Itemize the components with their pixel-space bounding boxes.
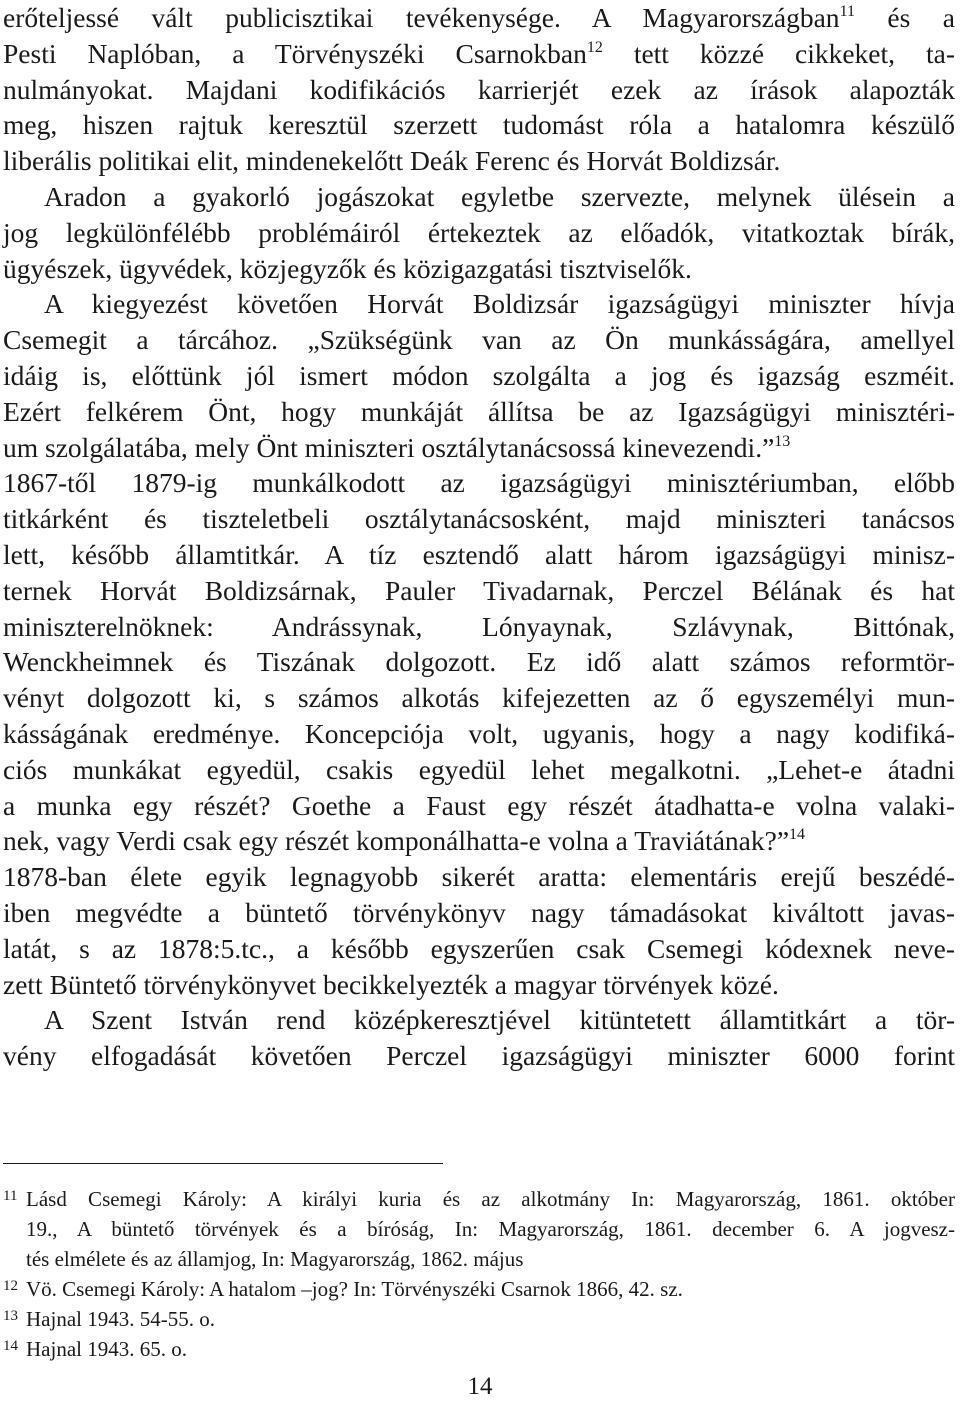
text-line: A kiegyezést követően Horvát Boldizsár igazságügyi miniszter hívja <box>44 288 955 320</box>
text-line: liberális politikai elit, mindenekelőtt Deák Ferenc és Horvát Boldizsár. <box>3 145 781 177</box>
text-line: nulmányokat. Majdani kodifikációs karrierjét ezek az írások alapozták <box>3 73 955 105</box>
footnote-line: Vö. Csemegi Károly: A hatalom –jog? In: Törvényszéki Csarnok 1866, 42. sz. <box>26 1277 683 1301</box>
footnote-ref-11[interactable]: 11 <box>839 3 855 20</box>
text-line: Ezért felkérem Önt, hogy munkáját állítsa be az Igazságügyi minisztéri- <box>3 395 955 427</box>
text-line: ternek Horvát Boldizsárnak, Pauler Tivadarnak, Perczel Bélának és hat <box>3 574 955 606</box>
text-line: erőteljessé vált publicisztikai tevékenysége. A Magyarországban$^{11}$ és a <box>3 2 955 33</box>
text-line: meg, hiszen rajtuk keresztül szerzett tudomást róla a hatalomra készülő <box>3 109 955 141</box>
footnotes <box>3 1184 955 1364</box>
text-line: a munka egy részét? Goethe a Faust egy részét átadhatta-e volna valaki- <box>3 789 955 821</box>
text-line: A Szent István rend középkeresztjével kitüntetett államtitkárt a tör- <box>44 1004 955 1036</box>
footnote-line: Hajnal 1943. 65. o. <box>26 1337 187 1361</box>
text-line: jog legkülönfélébb problémáiról értekeztek az előadók, vitatkoztak bírák, <box>3 216 955 248</box>
footnote-number: 13 <box>3 1308 18 1324</box>
text-line: um szolgálatába, mely Önt miniszteri osztálytanácsossá kinevezendi.”$^{13}$ <box>3 431 791 463</box>
text-line: Csemegit a tárcához. „Szükségünk van az Ön munkásságára, amellyel <box>3 324 955 356</box>
text-line: idáig is, előttünk jól ismert módon szolgálta a jog és igazság eszméit. <box>3 359 955 391</box>
text-line: Pesti Naplóban, a Törvényszéki Csarnokban$^{12}$ tett közzé cikkeket, ta- <box>3 37 955 69</box>
text-line: kásságának eredménye. Koncepciója volt, ugyanis, hogy a nagy kodifiká- <box>3 717 955 749</box>
text-line: latát, s az 1878:5.tc., a később egyszerűen csak Csemegi kódexnek neve- <box>3 932 955 964</box>
text-line: Aradon a gyakorló jogászokat egyletbe szervezte, melynek ülésein a <box>44 180 955 212</box>
text-line: zett Büntető törvénykönyvet becikkelyezték a magyar törvények közé. <box>3 968 779 1000</box>
text-line: iben megvédte a büntető törvénykönyv nagy támadásokat kiváltott javas- <box>3 896 955 928</box>
footnote-line: 19., A büntető törvények és a bíróság, In: Magyarország, 1861. december 6. A jogvesz- <box>26 1217 955 1241</box>
footnote-separator <box>3 1163 443 1164</box>
text-line: miniszterelnöknek: Andrássynak, Lónyaynak, Szlávynak, Bittónak, <box>3 610 955 642</box>
body-text <box>3 0 955 1074</box>
text-line: vény elfogadását követően Perczel igazságügyi miniszter 6000 forint <box>3 1040 955 1072</box>
footnote-line: Hajnal 1943. 54-55. o. <box>26 1307 215 1331</box>
text-line: nek, vagy Verdi csak egy részét komponálhatta-e volna a Traviátának?”$^{14}$ <box>3 825 806 857</box>
text-line: ciós munkákat egyedül, csakis egyedül lehet megalkotni. „Lehet-e átadni <box>3 753 955 785</box>
page-number: 14 <box>467 1373 493 1400</box>
text-line: Wenckheimnek és Tiszának dolgozott. Ez idő alatt számos reformtör- <box>3 646 955 678</box>
footnote-number: 11 <box>3 1188 18 1204</box>
text-line: 1878-ban élete egyik legnagyobb sikerét aratta: elementáris erejű beszédé- <box>3 861 955 893</box>
text-line: vényt dolgozott ki, s számos alkotás kifejezetten az ő egyszemélyi mun- <box>3 682 955 714</box>
text-line: 1867-től 1879-ig munkálkodott az igazságügyi minisztériumban, előbb <box>3 467 955 499</box>
footnote-13 <box>3 1304 955 1334</box>
footnote-11 <box>3 1184 955 1274</box>
text-line: lett, később államtitkár. A tíz esztendő alatt három igazságügyi minisz- <box>3 538 955 570</box>
footnote-line: tés elmélete és az államjog, In: Magyarország, 1862. május <box>26 1247 524 1271</box>
footnote-ref-12[interactable]: 12 <box>586 38 603 56</box>
footnote-ref-13[interactable]: 13 <box>774 432 791 450</box>
text-line: ügyészek, ügyvédek, közjegyzők és közigazgatási tisztviselők. <box>3 252 692 284</box>
footnote-number: 14 <box>3 1338 18 1354</box>
footnote-12 <box>3 1274 955 1304</box>
footnote-ref-14[interactable]: 14 <box>789 826 806 844</box>
text-line: titkárként és tiszteletbeli osztálytanácsosként, majd miniszteri tanácsos <box>3 503 955 535</box>
footnote-14 <box>3 1334 955 1364</box>
footnote-line: Lásd Csemegi Károly: A királyi kuria és az alkotmány In: Magyarország, 1861. október <box>26 1187 955 1211</box>
footnote-number: 12 <box>3 1278 18 1294</box>
